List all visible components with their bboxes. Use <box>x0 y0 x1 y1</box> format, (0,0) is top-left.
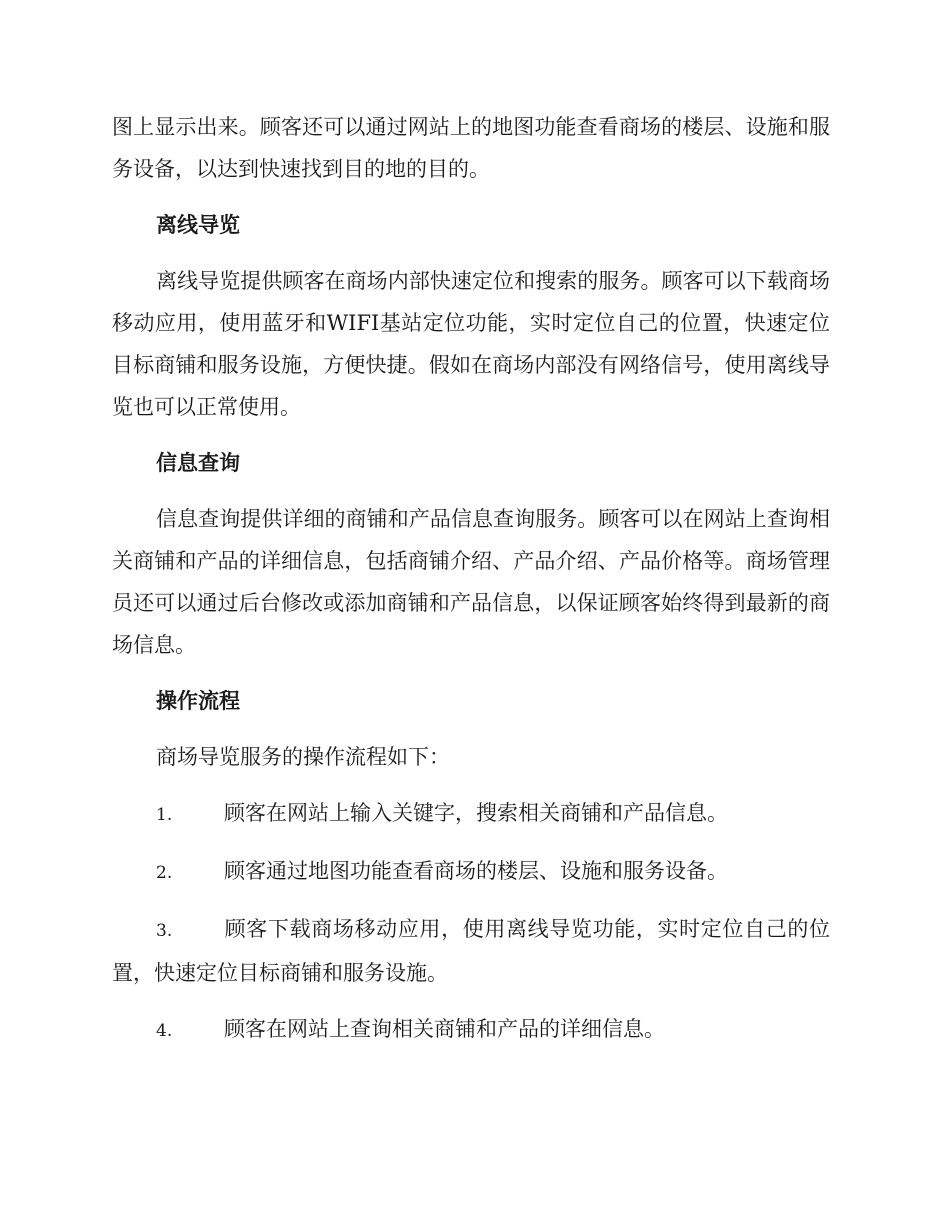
step-text: 顾客通过地图功能查看商场的楼层、设施和服务设备。 <box>224 859 728 883</box>
step-text: 顾客在网站上查询相关商铺和产品的详细信息。 <box>224 1017 665 1041</box>
step-number: 2. <box>156 863 173 883</box>
intro-paragraph: 图上显示出来。顾客还可以通过网站上的地图功能查看商场的楼层、设施和服务设备，以达到快速找到目的地的目的。 <box>112 115 830 181</box>
section-body-info-query: 信息查询提供详细的商铺和产品信息查询服务。顾客可以在网站上查询相关商铺和产品的详细信息，包括商铺介绍、产品介绍、产品价格等。商场管理员还可以通过后台修改或添加商铺和产品信息，以保证顾客始终得到最新的商场信息。 <box>112 507 830 657</box>
step-number: 3. <box>156 921 173 941</box>
section-body-offline-guide: 离线导览提供顾客在商场内部快速定位和搜索的服务。顾客可以下载商场移动应用，使用蓝牙和WIFI基站定位功能，实时定位自己的位置，快速定位目标商铺和服务设施，方便快捷。假如在商场内部没有网络信号，使用离线导览也可以正常使用。 <box>112 269 830 419</box>
step-number: 4. <box>156 1021 173 1041</box>
workflow-step <box>112 792 830 836</box>
workflow-step <box>112 908 830 994</box>
workflow-step <box>112 850 830 894</box>
step-text: 顾客在网站上输入关键字，搜索相关商铺和产品信息。 <box>224 801 728 825</box>
section-heading-info-query: 信息查询 <box>156 451 240 475</box>
section-heading-workflow: 操作流程 <box>156 689 240 713</box>
workflow-step <box>112 1008 830 1052</box>
document-page <box>112 106 830 1052</box>
section-body-workflow: 商场导览服务的操作流程如下： <box>156 745 450 769</box>
section-heading-offline-guide: 离线导览 <box>156 213 240 237</box>
step-number: 1. <box>156 805 173 825</box>
step-text: 顾客下载商场移动应用，使用离线导览功能，实时定位自己的位置，快速定位目标商铺和服务设施。 <box>112 917 830 985</box>
